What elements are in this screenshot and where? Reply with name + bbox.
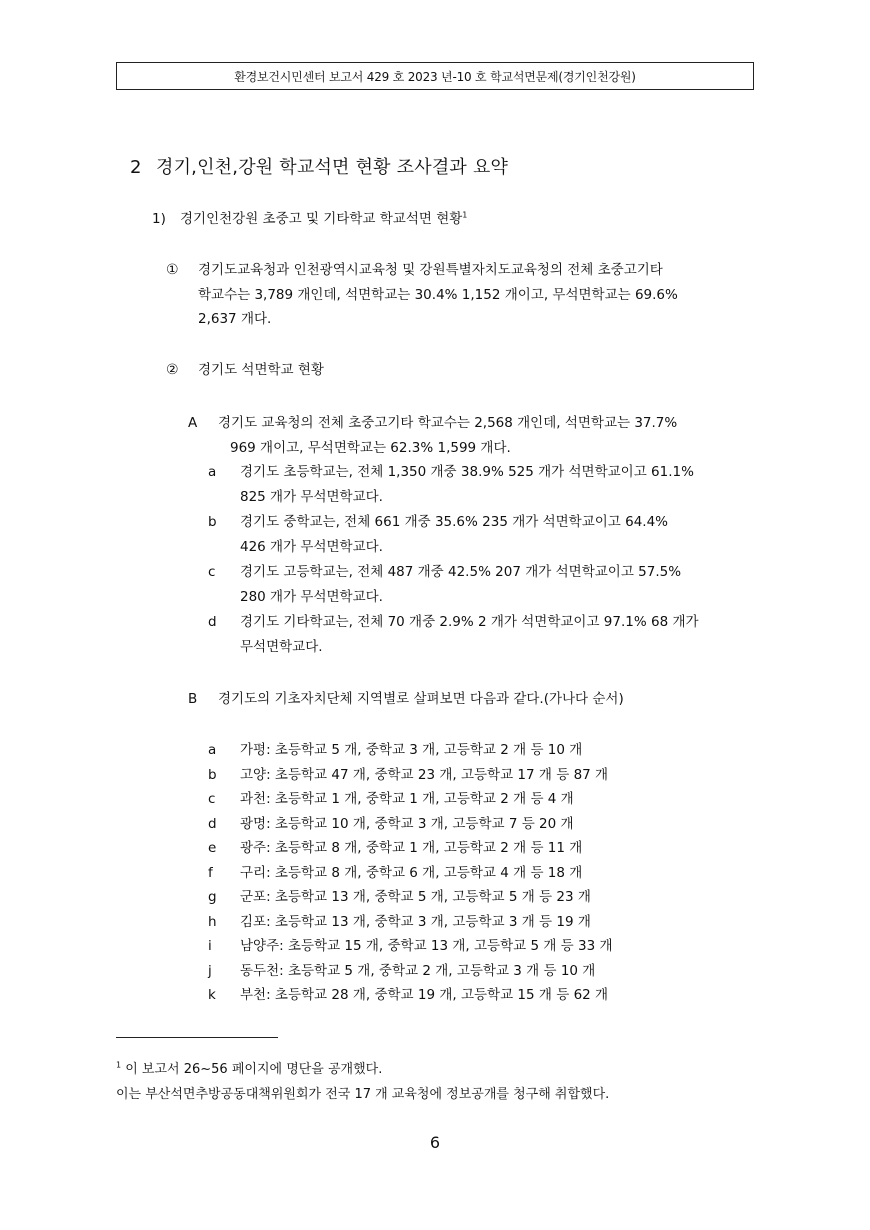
region-item-marker: k: [208, 987, 216, 1003]
item1-line: 경기도교육청과 인천광역시교육청 및 강원특별자치도교육청의 전체 초중고기타: [198, 262, 663, 278]
region-item-marker: c: [208, 791, 216, 807]
partA-item-line: 경기도 초등학교는, 전체 1,350 개중 38.9% 525 개가 석면학교이고 61.1%: [240, 464, 694, 480]
region-item: 부천: 초등학교 28 개, 중학교 19 개, 고등학교 15 개 등 62 개: [240, 987, 609, 1003]
region-item-marker: f: [208, 864, 213, 881]
footnote-line: 이는 부산석면추방공동대책위원회가 전국 17 개 교육청에 정보공개를 청구해 취합했다.: [116, 1087, 610, 1102]
region-item: 고양: 초등학교 47 개, 중학교 23 개, 고등학교 17 개 등 87 개: [240, 766, 609, 783]
partB-marker: B: [188, 691, 198, 707]
region-item-marker: j: [208, 962, 212, 979]
item1-line: 2,637 개다.: [198, 311, 272, 327]
partA-item-line: 경기도 기타학교는, 전체 70 개중 2.9% 2 개가 석면학교이고 97.1% 68 개가: [240, 614, 699, 630]
partA-item-line: 280 개가 무석면학교다.: [240, 588, 383, 605]
partA-line: 경기도 교육청의 전체 초중고기타 학교수는 2,568 개인데, 석면학교는 37.7%: [218, 415, 678, 431]
partA-item-line: 경기도 고등학교는, 전체 487 개중 42.5% 207 개가 석면학교이고 57.5%: [240, 564, 682, 580]
partA-item-marker: b: [208, 514, 217, 530]
region-item-marker: e: [208, 840, 217, 856]
region-item-marker: i: [208, 938, 212, 954]
footnote-divider: [116, 1037, 278, 1038]
partA-item-line: 426 개가 무석면학교다.: [240, 538, 383, 555]
partA-item: [240, 460, 694, 509]
footnote-ref: 1: [462, 210, 468, 220]
region-item: 광명: 초등학교 10 개, 중학교 3 개, 고등학교 7 등 20 개: [240, 815, 574, 832]
partA-item-line: 경기도 중학교는, 전체 661 개중 35.6% 235 개가 석면학교이고 64.4%: [240, 514, 668, 530]
partA-item: [240, 560, 681, 609]
region-item-marker: a: [208, 742, 217, 758]
region-item: 동두천: 초등학교 5 개, 중학교 2 개, 고등학교 3 개 등 10 개: [240, 962, 596, 979]
region-item: 광주: 초등학교 8 개, 중학교 1 개, 고등학교 2 개 등 11 개: [240, 840, 583, 856]
item1-paragraph: [198, 258, 678, 332]
item2-title: 경기도 석면학교 현황: [198, 362, 324, 378]
partA-item: [240, 610, 699, 659]
region-item-marker: d: [208, 815, 217, 832]
subsection-title: 경기인천강원 초중고 및 기타학교 학교석면 현황: [180, 211, 463, 227]
partA-paragraph: [218, 411, 677, 460]
region-item-marker: h: [208, 913, 217, 930]
subsection-number: 1): [152, 211, 166, 227]
running-header: 환경보건시민센터 보고서 429 호 2023 년-10 호 학교석면문제(경기인천강원): [116, 62, 754, 90]
region-item-marker: g: [208, 889, 217, 905]
item1-marker: ①: [166, 262, 179, 278]
region-item: 구리: 초등학교 8 개, 중학교 6 개, 고등학교 4 개 등 18 개: [240, 864, 583, 881]
region-item: 가평: 초등학교 5 개, 중학교 3 개, 고등학교 2 개 등 10 개: [240, 742, 583, 758]
region-item: 김포: 초등학교 13 개, 중학교 3 개, 고등학교 3 개 등 19 개: [240, 913, 591, 930]
region-item-marker: b: [208, 766, 217, 783]
footnote-number: 1: [116, 1060, 122, 1070]
partA-item: [240, 510, 668, 559]
partA-marker: A: [188, 415, 198, 431]
partA-line: 969 개이고, 무석면학교는 62.3% 1,599 개다.: [230, 439, 511, 456]
partA-item-marker: a: [208, 464, 217, 480]
partA-item-line: 무석면학교다.: [240, 638, 323, 655]
partA-item-marker: c: [208, 564, 216, 580]
partA-item-marker: d: [208, 614, 217, 630]
section-heading: [130, 153, 508, 179]
subsection-heading: [152, 207, 467, 227]
footnote-line: [116, 1058, 382, 1077]
footnote-text: 이 보고서 26~56 페이지에 명단을 공개했다.: [121, 1062, 383, 1077]
region-item: 군포: 초등학교 13 개, 중학교 5 개, 고등학교 5 개 등 23 개: [240, 889, 591, 905]
page-number: 6: [429, 1133, 441, 1152]
section-title: 경기,인천,강원 학교석면 현황 조사결과 요약: [156, 157, 509, 178]
partA-item-line: 825 개가 무석면학교다.: [240, 488, 383, 505]
partB-title: 경기도의 기초자치단체 지역별로 살펴보면 다음과 같다.(가나다 순서): [218, 691, 624, 707]
section-number: 2: [130, 157, 142, 178]
item2-marker: ②: [166, 362, 179, 378]
region-item: 과천: 초등학교 1 개, 중학교 1 개, 고등학교 2 개 등 4 개: [240, 791, 574, 807]
item1-line: 학교수는 3,789 개인데, 석면학교는 30.4% 1,152 개이고, 무석면학교는 69.6%: [198, 286, 678, 303]
region-item: 남양주: 초등학교 15 개, 중학교 13 개, 고등학교 5 개 등 33 개: [240, 938, 613, 954]
